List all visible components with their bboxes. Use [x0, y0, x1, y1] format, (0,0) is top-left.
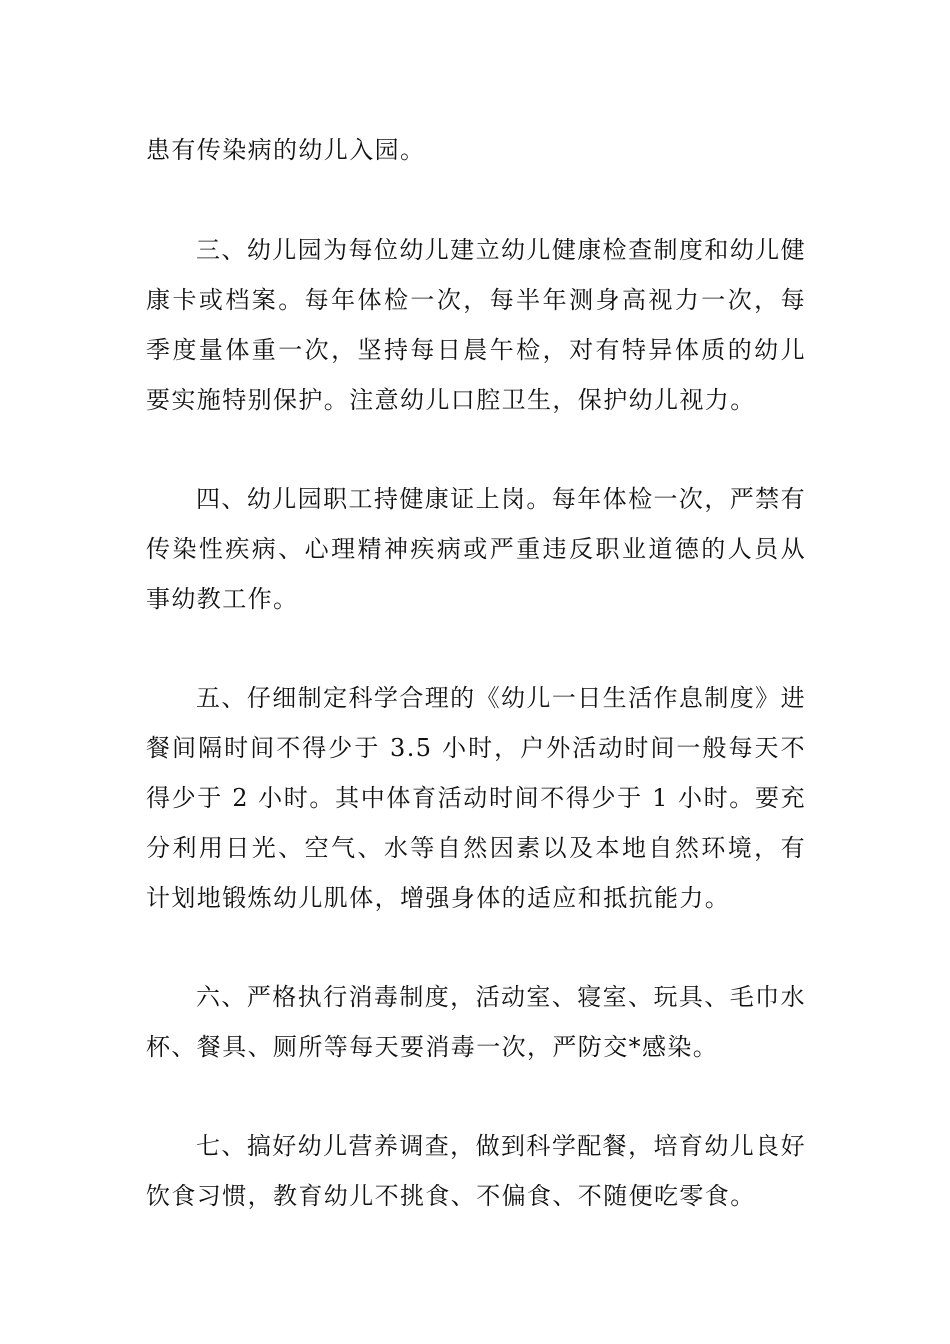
- paragraph-item-4: 四、幼儿园职工持健康证上岗。每年体检一次，严禁有传染性疾病、心理精神疾病或严重违反职业道德的人员从事幼教工作。: [146, 485, 806, 613]
- paragraph-item-7: 七、搞好幼儿营养调查，做到科学配餐，培育幼儿良好饮食习惯，教育幼儿不挑食、不偏食、不随便吃零食。: [146, 1132, 806, 1210]
- paragraph-continuation: 患有传染病的幼儿入园。: [146, 136, 426, 164]
- paragraph-item-3: 三、幼儿园为每位幼儿建立幼儿健康检查制度和幼儿健康卡或档案。每年体检一次，每半年测身高视力一次，每季度量体重一次，坚持每日晨午检，对有特异体质的幼儿要实施特别保护。注意幼儿口腔卫生，保护幼儿视力。: [146, 236, 806, 414]
- paragraph-item-6: 六、严格执行消毒制度，活动室、寝室、玩具、毛巾水杯、餐具、厕所等每天要消毒一次，严防交*感染。: [146, 983, 806, 1061]
- paragraph-item-5: 五、仔细制定科学合理的《幼儿一日生活作息制度》进餐间隔时间不得少于 3.5 小时，户外活动时间一般每天不得少于 2 小时。其中体育活动时间不得少于 1 小时。要充分利用日光、空气、水等自然因素以及本地自然环境，有计划地锻炼幼儿肌体，增强身体的适应和抵抗能力。: [146, 684, 806, 912]
